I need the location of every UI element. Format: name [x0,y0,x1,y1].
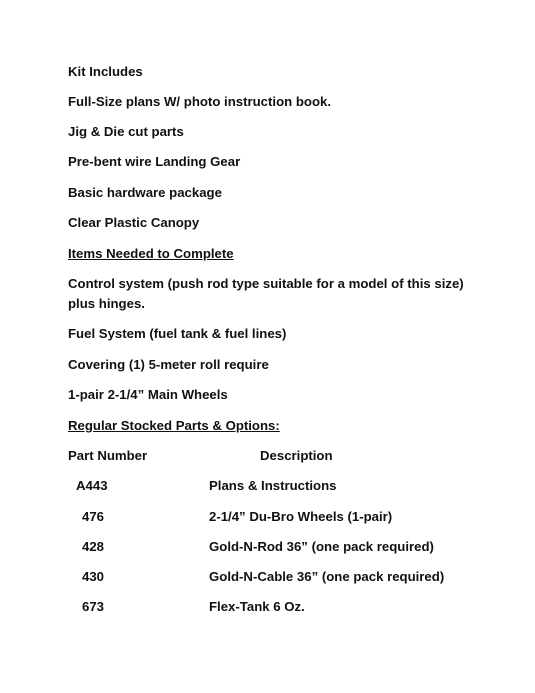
part-description: Plans & Instructions [209,478,337,493]
kit-item: Full-Size plans W/ photo instruction book. [68,94,332,109]
part-number: 430 [82,569,105,584]
items-needed-heading: Items Needed to Complete [68,246,234,261]
part-description: Gold-N-Cable 36” (one pack required) [209,569,445,584]
needed-item: Covering (1) 5-meter roll require [68,357,269,372]
part-description: Flex-Tank 6 Oz. [209,599,305,614]
part-description: Gold-N-Rod 36” (one pack required) [209,539,434,554]
kit-item: Basic hardware package [68,185,222,200]
parts-heading: Regular Stocked Parts & Options: [68,418,280,433]
needed-item: 1-pair 2-1/4” Main Wheels [68,387,228,402]
needed-item: Fuel System (fuel tank & fuel lines) [68,326,287,341]
kit-item: Clear Plastic Canopy [68,215,200,230]
part-number: 673 [82,599,105,614]
part-number: 428 [82,539,105,554]
part-number-header: Part Number [68,448,148,463]
part-number: A443 [76,478,108,493]
part-number: 476 [82,509,105,524]
kit-item: Jig & Die cut parts [68,124,184,139]
description-header: Description [260,448,333,463]
kit-includes-heading: Kit Includes [68,64,143,79]
kit-item: Pre-bent wire Landing Gear [68,154,241,169]
needed-item: Control system (push rod type suitable for a model of this size) plus hinges. [68,276,464,311]
part-description: 2-1/4” Du-Bro Wheels (1-pair) [209,509,393,524]
